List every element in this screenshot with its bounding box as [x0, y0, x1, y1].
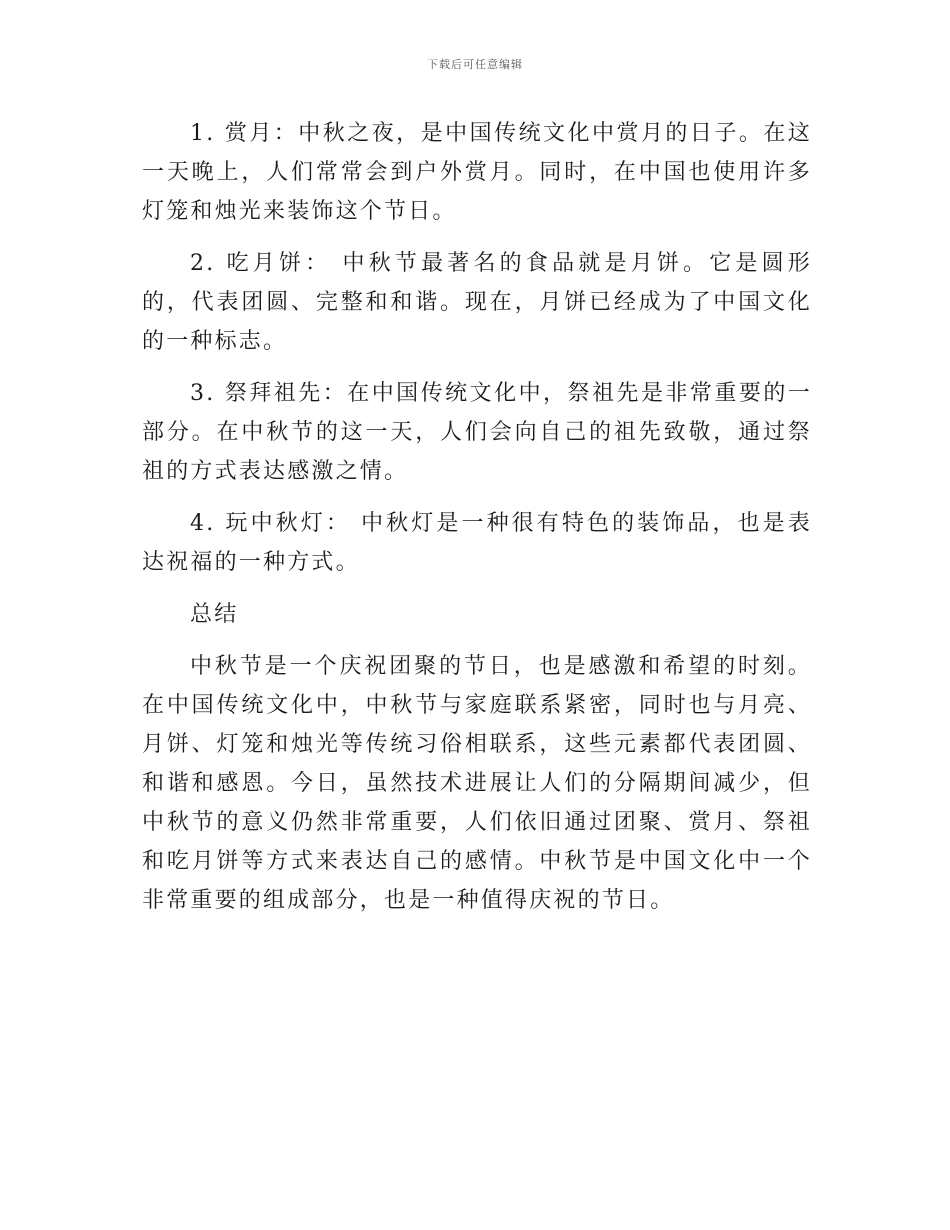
document-body: [142, 114, 812, 933]
page-header-note: 下载后可任意编辑: [427, 58, 523, 71]
item-paragraph-ancestor-worship: 3. 祭拜祖先：在中国传统文化中，祭祖先是非常重要的一部分。在中秋节的这一天，人们会向自己的祖先致敬，通过祭祖的方式表达感激之情。: [142, 381, 812, 484]
summary-heading: 总结: [190, 602, 239, 627]
item-paragraph-lanterns: 4. 玩中秋灯： 中秋灯是一种很有特色的装饰品，也是表达祝福的一种方式。: [142, 511, 812, 575]
item-paragraph-moon-viewing: 1. 赏月：中秋之夜，是中国传统文化中赏月的日子。在这一天晚上，人们常常会到户外赏月。同时，在中国也使用许多灯笼和烛光来装饰这个节日。: [142, 121, 812, 224]
item-paragraph-mooncakes: 2. 吃月饼： 中秋节最著名的食品就是月饼。它是圆形的，代表团圆、完整和和谐。现在，月饼已经成为了中国文化的一种标志。: [142, 251, 812, 354]
summary-paragraph: 中秋节是一个庆祝团聚的节日，也是感激和希望的时刻。在中国传统文化中，中秋节与家庭联系紧密，同时也与月亮、月饼、灯笼和烛光等传统习俗相联系，这些元素都代表团圆、和谐和感恩。今日，虽然技术进展让人们的分隔期间减少，但中秋节的意义仍然非常重要，人们依旧通过团聚、赏月、祭祖和吃月饼等方式来表达自己的感情。中秋节是中国文化中一个非常重要的组成部分，也是一种值得庆祝的节日。: [142, 654, 812, 913]
